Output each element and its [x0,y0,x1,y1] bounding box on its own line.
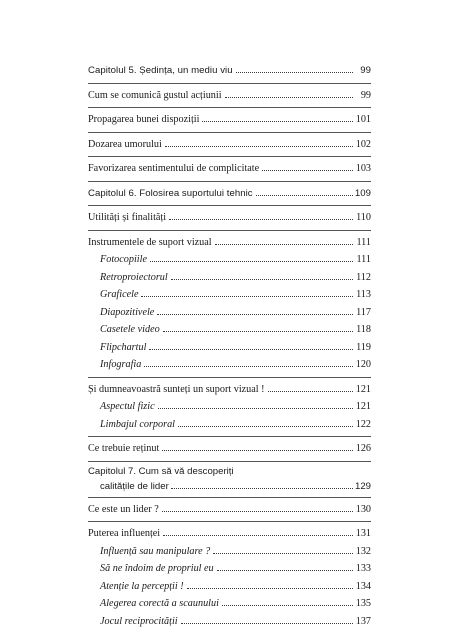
page-number: 132 [355,543,371,561]
toc-entry[interactable] [88,160,371,178]
page-number: 129 [355,480,371,494]
entry-label: Ce trebuie reținut [88,440,161,458]
page-number: 119 [355,339,371,357]
dot-leader [162,440,353,451]
dot-leader [262,160,353,171]
entry-label: Limbajul corporal [100,416,177,434]
dot-leader [163,525,353,536]
dot-leader [225,87,353,98]
toc-subentry[interactable] [88,543,371,561]
entry-label: Flipchartul [100,339,148,357]
entry-label: Jocul reciprocității [100,613,180,630]
toc-subentry[interactable] [88,595,371,613]
page-number: 101 [355,111,371,129]
page-number: 134 [355,578,371,596]
toc-entry[interactable] [88,209,371,227]
entry-label: Aspectul fizic [100,398,157,416]
page-number: 110 [355,209,371,227]
entry-label: Propagarea bunei dispoziții [88,111,201,129]
page-number: 130 [355,501,371,519]
divider [88,230,371,231]
divider [88,377,371,378]
page-number: 135 [355,595,371,613]
dot-leader [222,595,353,606]
dot-leader [202,111,353,122]
page-number: 102 [355,136,371,154]
entry-label: Utilități și finalități [88,209,168,227]
entry-label: Instrumentele de suport vizual [88,234,214,252]
dot-leader [141,286,353,297]
dot-leader [187,578,353,589]
entry-label: Dozarea umorului [88,136,164,154]
divider [88,132,371,133]
toc-entry[interactable] [88,381,371,399]
dot-leader [163,321,353,332]
page-number: 121 [355,381,371,399]
page-number: 113 [355,286,371,304]
dot-leader [236,62,353,73]
chapter-title: Capitolul 6. Folosirea suportului tehnic [88,185,255,203]
page-number: 111 [355,251,371,269]
divider [88,156,371,157]
toc-subentry[interactable] [88,416,371,434]
toc-subentry[interactable] [88,613,371,630]
entry-label: Alegerea corectă a scaunului [100,595,221,613]
page-number: 126 [355,440,371,458]
toc-subentry[interactable] [88,269,371,287]
divider [88,205,371,206]
toc-chapter-5[interactable] [88,62,371,80]
toc-entry[interactable] [88,111,371,129]
toc-subentry[interactable] [88,578,371,596]
page-number: 137 [355,613,371,630]
dot-leader [165,136,353,147]
page-number: 103 [355,160,371,178]
divider [88,181,371,182]
divider [88,497,371,498]
dot-leader [149,339,353,350]
entry-label: Casetele video [100,321,162,339]
entry-label: Influență sau manipulare ? [100,543,212,561]
dot-leader [144,356,353,367]
toc-entry[interactable] [88,136,371,154]
dot-leader [158,398,353,409]
entry-label: Infografia [100,356,143,374]
entry-label: Atenție la percepții ! [100,578,186,596]
entry-label: Și dumneavoastră sunteți un suport vizual ! [88,381,267,399]
page-number: 99 [355,87,371,105]
page-number: 118 [355,321,371,339]
chapter-title-line-1: Capitolul 7. Cum să vă descoperiți [88,465,371,479]
toc-entry[interactable] [88,501,371,519]
toc-subentry[interactable] [88,560,371,578]
dot-leader [213,543,353,554]
dot-leader [150,251,353,262]
entry-label: Favorizarea sentimentului de complicitate [88,160,261,178]
dot-leader [171,269,353,280]
page-number: 131 [355,525,371,543]
divider [88,461,371,462]
page-number: 99 [355,62,371,80]
toc-entry[interactable] [88,440,371,458]
toc-chapter-7[interactable] [88,465,371,494]
entry-label: Cum se comunică gustul acțiunii [88,87,224,105]
page-number: 111 [355,234,371,252]
dot-leader [268,381,353,392]
page-number: 122 [355,416,371,434]
toc-entry[interactable] [88,87,371,105]
entry-label: Diapozitivele [100,304,156,322]
page-number: 121 [355,398,371,416]
toc-subentry[interactable] [88,251,371,269]
page-number: 112 [355,269,371,287]
toc-chapter-6[interactable] [88,185,371,203]
toc-subentry[interactable] [88,286,371,304]
dot-leader [256,185,353,196]
toc-subentry[interactable] [88,398,371,416]
dot-leader [171,479,353,489]
toc-subentry[interactable] [88,339,371,357]
chapter-title-line-2-row [88,479,371,494]
dot-leader [162,501,353,512]
toc-subentry[interactable] [88,356,371,374]
entry-label: Fotocopiile [100,251,149,269]
dot-leader [169,209,353,220]
toc-subentry[interactable] [88,321,371,339]
dot-leader [181,613,353,624]
chapter-title-line-2: calitățile de lider [100,480,169,494]
dot-leader [157,304,353,315]
entry-label: Retroproiectorul [100,269,170,287]
page-number: 109 [355,185,371,203]
dot-leader [215,234,353,245]
entry-label: Graficele [100,286,140,304]
toc-entry[interactable] [88,525,371,543]
divider [88,107,371,108]
divider [88,521,371,522]
chapter-title: Capitolul 5. Ședința, un mediu viu [88,62,235,80]
entry-label: Puterea influenței [88,525,162,543]
page-number: 133 [355,560,371,578]
page-number: 117 [355,304,371,322]
divider [88,83,371,84]
toc-subentry[interactable] [88,304,371,322]
table-of-contents [88,62,371,630]
dot-leader [217,560,353,571]
entry-label: Să ne îndoim de propriul eu [100,560,216,578]
dot-leader [178,416,353,427]
divider [88,436,371,437]
toc-entry[interactable] [88,234,371,252]
entry-label: Ce este un lider ? [88,501,161,519]
page-number: 120 [355,356,371,374]
